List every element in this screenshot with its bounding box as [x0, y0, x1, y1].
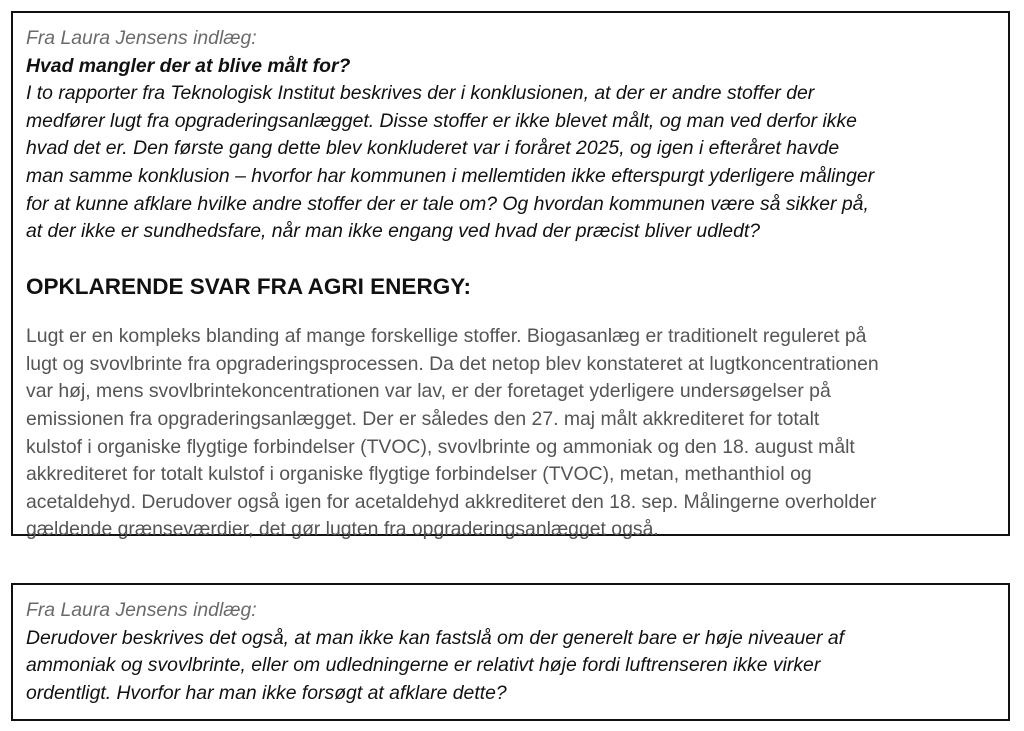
answer-line: Lugt er en kompleks blanding af mange forskellige stoffer. Biogasanlæg er traditionelt reguleret på: [26, 325, 867, 348]
question-line: I to rapporter fra Teknologisk Institut beskrives der i konklusionen, at der er andre stoffer der: [26, 82, 815, 105]
answer-line: lugt og svovlbrinte fra opgraderingsprocessen. Da det netop blev konstateret at lugtkoncentrationen: [26, 352, 879, 375]
question-line: at der ikke er sundhedsfare, når man ikke engang ved hvad der præcist bliver udledt?: [26, 220, 761, 243]
answer-line: akkrediteret for totalt kulstof i organiske flygtige forbindelser (TVOC), metan, methanthiol og: [26, 463, 812, 486]
answer-heading: OPKLARENDE SVAR FRA AGRI ENERGY:: [26, 273, 472, 299]
question-line: Derudover beskrives det også, at man ikke kan fastslå om der generelt bare er høje niveauer af: [26, 626, 845, 649]
question-line: ordentligt. Hvorfor har man ikke forsøgt at afklare dette?: [26, 681, 507, 704]
answer-line: acetaldehyd. Derudover også igen for acetaldehyd akkrediteret den 18. sep. Målingerne overholder: [26, 490, 877, 513]
question-line: man samme konklusion – hvorfor har kommunen i mellemtiden ikke efterspurgt yderligere målinger: [26, 164, 875, 187]
question-title: Hvad mangler der at blive målt for?: [26, 54, 351, 77]
qa-box-2: [11, 583, 1010, 721]
question-text: [26, 625, 995, 708]
answer-line: kulstof i organiske flygtige forbindelser (TVOC), svovlbrinte og ammoniak og den 18. august målt: [26, 435, 855, 458]
answer-line: emissionen fra opgraderingsanlægget. Der er således den 27. maj målt akkrediteret for totalt: [26, 408, 820, 431]
source-label: Fra Laura Jensens indlæg:: [26, 27, 257, 49]
question-line: medfører lugt fra opgraderingsanlægget. Disse stoffer er ikke blevet målt, og man ved derfor ikke: [26, 109, 857, 132]
source-label: Fra Laura Jensens indlæg:: [26, 599, 257, 621]
question-line: for at kunne afklare hvilke andre stoffer der er tale om? Og hvordan kommunen være så sikker på,: [26, 192, 869, 215]
answer-line: var høj, mens svovlbrintekoncentrationen var lav, er der foretaget yderligere undersøgelser på: [26, 380, 831, 403]
qa-box-1: [11, 11, 1010, 541]
question-text: [26, 80, 995, 246]
question-line: hvad det er. Den første gang dette blev konkluderet var i foråret 2025, og igen i efteråret havde: [26, 137, 840, 160]
question-line: ammoniak og svovlbrinte, eller om udledningerne er relativt høje fordi luftrenseren ikke virker: [26, 654, 821, 677]
answer-text: [26, 323, 995, 544]
answer-line: gældende grænseværdier, det gør lugten fra opgraderingsanlægget også.: [26, 518, 659, 541]
